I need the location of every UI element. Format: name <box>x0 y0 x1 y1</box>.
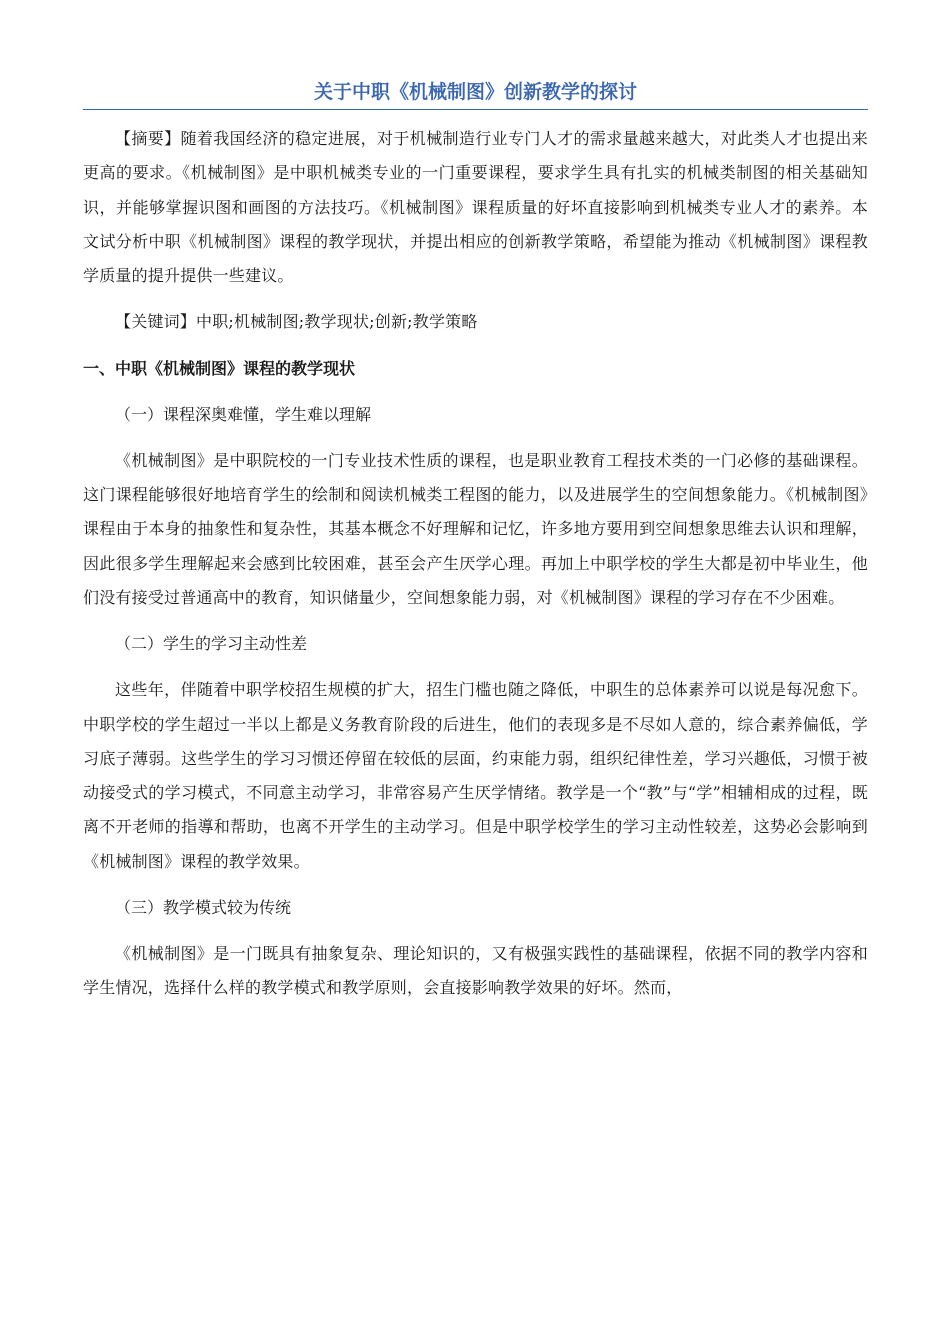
subsection-heading-1: （一）课程深奥难懂，学生难以理解 <box>115 404 372 424</box>
body-paragraph-1: 《机械制图》是中职院校的一门专业技术性质的课程，也是职业教育工程技术类的一门必修的基础课程。这门课程能够很好地培育学生的绘制和阅读机械类工程图的能力，以及进展学生的空间想象能力。《机械制图》课程由于本身的抽象性和复杂性，其基本概念不好理解和记忆，许多地方要用到空间想象思维去认识和理解，因此很多学生理解起来会感到比较困难，甚至会产生厌学心理。再加上中职学校的学生大都是初中毕业生，他们没有接受过普通高中的教育，知识储量少，空间想象能力弱，对《机械制图》课程的学习存在不少困难。 <box>83 450 868 607</box>
subsection-heading-2: （二）学生的学习主动性差 <box>115 634 308 654</box>
section-heading: 一、中职《机械制图》课程的教学现状 <box>83 358 356 378</box>
abstract-paragraph: 【摘要】随着我国经济的稳定进展，对于机械制造行业专门人才的需求量越来越大，对此类人才也提出来更高的要求。《机械制图》是中职机械类专业的一门重要课程，要求学生具有扎实的机械类制图的相关基础知识，并能够掌握识图和画图的方法技巧。《机械制图》课程质量的好坏直接影响到机械类专业人才的素养。本文试分析中职《机械制图》课程的教学现状，并提出相应的创新教学策略，希望能为推动《机械制图》课程教学质量的提升提供一些建议。 <box>83 129 868 286</box>
body-paragraph-3: 《机械制图》是一门既具有抽象复杂、理论知识的，又有极强实践性的基础课程，依据不同的教学内容和学生情况，选择什么样的教学模式和教学原则，会直接影响教学效果的好坏。然而， <box>83 944 868 998</box>
document-page <box>83 78 868 1006</box>
subsection-heading-3: （三）教学模式较为传统 <box>115 898 292 918</box>
document-title: 关于中职《机械制图》创新教学的探讨 <box>83 78 868 110</box>
keywords-paragraph: 【关键词】中职;机械制图;教学现状;创新;教学策略 <box>115 312 478 332</box>
body-paragraph-2: 这些年，伴随着中职学校招生规模的扩大，招生门槛也随之降低，中职生的总体素养可以说是每况愈下。中职学校的学生超过一半以上都是义务教育阶段的后进生，他们的表现多是不尽如人意的，综合素养偏低，学习底子薄弱。这些学生的学习习惯还停留在较低的层面，约束能力弱，组织纪律性差，学习兴趣低，习惯于被动接受式的学习模式，不同意主动学习，非常容易产生厌学情绪。教学是一个“教”与“学”相辅相成的过程，既离不开老师的指導和帮助，也离不开学生的主动学习。但是中职学校学生的学习主动性较差，这势必会影响到《机械制图》课程的教学效果。 <box>83 680 868 871</box>
